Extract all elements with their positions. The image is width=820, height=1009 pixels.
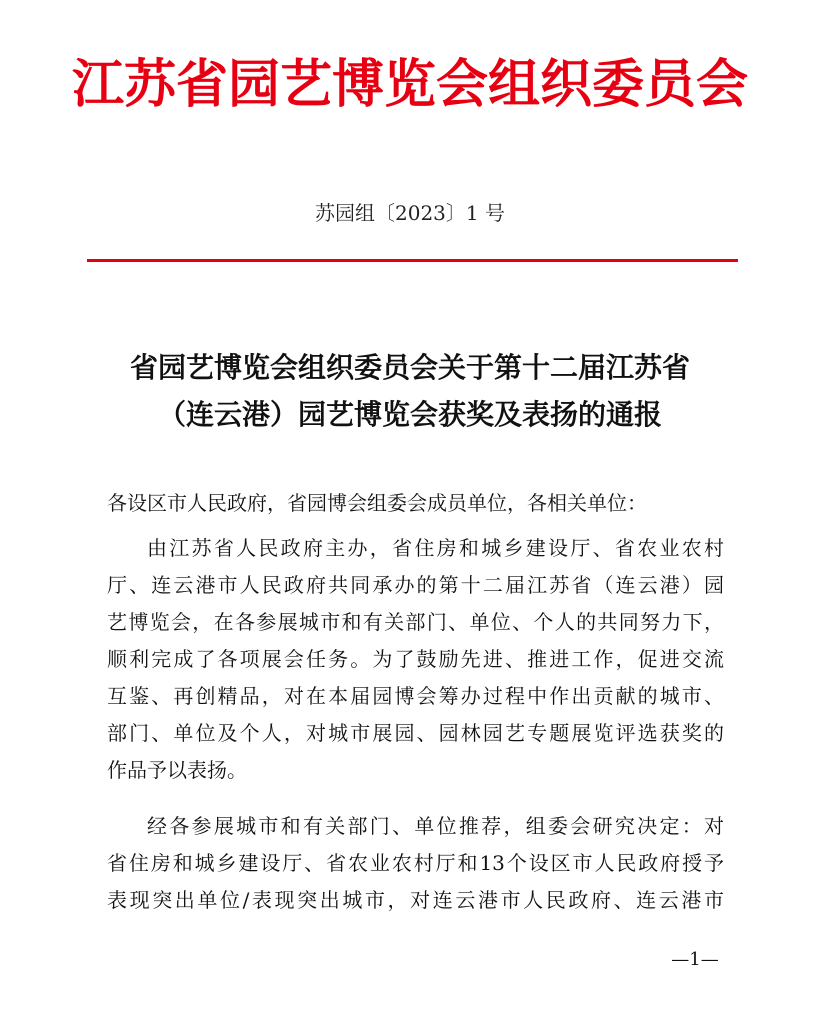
document-number: 苏园组〔2023〕1 号 [315,201,505,225]
paragraph-1-line: 互鉴、再创精品，对在本届园博会筹办过程中作出贡献的城市、 [107,684,724,708]
paragraph-1-line: 由江苏省人民政府主办，省住房和城乡建设厅、省农业农村 [147,536,724,560]
paragraph-1-line: 顺利完成了各项展会任务。为了鼓励先进、推进工作，促进交流 [107,647,724,671]
paragraph-1-line: 艺博览会，在各参展城市和有关部门、单位、个人的共同努力下， [107,610,724,634]
document-title [60,344,760,438]
paragraph-2-line: 经各参展城市和有关部门、单位推荐，组委会研究决定：对 [147,814,724,838]
paragraph-2-line: 省住房和城乡建设厅、省农业农村厅和13个设区市人民政府授予 [107,851,724,875]
salutation: 各设区市人民政府，省园博会组委会成员单位，各相关单位： [107,491,647,515]
issuing-organization-header: 江苏省园艺博览会组织委员会 [71,54,748,115]
page-number: —1— [671,949,719,970]
paragraph-1-line: 厅、连云港市人民政府共同承办的第十二届江苏省（连云港）园 [107,573,724,597]
paragraph-1-line: 部门、单位及个人，对城市展园、园林园艺专题展览评选获奖的 [107,721,724,745]
title-line-2: （连云港）园艺博览会获奖及表扬的通报 [157,398,662,431]
paragraph-2-line: 表现突出单位/表现突出城市，对连云港市人民政府、连云港市 [107,888,724,912]
title-line-1: 省园艺博览会组织委员会关于第十二届江苏省 [129,351,690,384]
paragraph-1 [107,530,724,789]
red-separator-rule [87,259,738,262]
paragraph-2 [107,808,724,919]
paragraph-1-line: 作品予以表扬。 [107,758,247,782]
